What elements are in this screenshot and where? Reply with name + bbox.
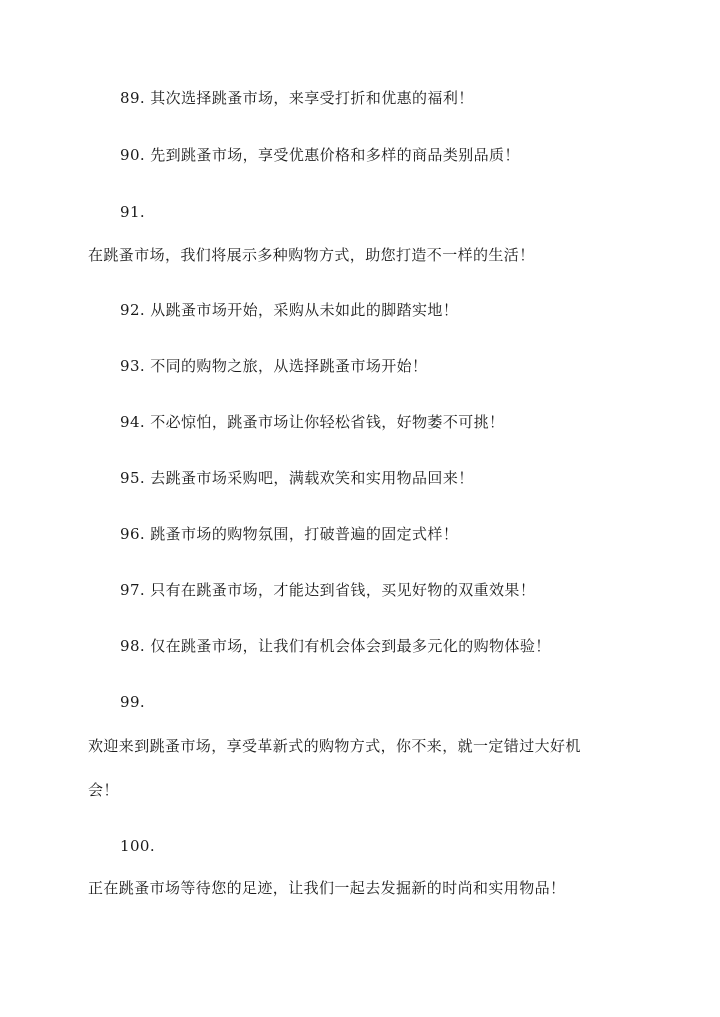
item-number: 96.: [120, 525, 146, 543]
item-number: 90.: [120, 146, 146, 164]
item-number: 100.: [120, 837, 155, 855]
list-item-98: [120, 636, 551, 656]
item-number: 92.: [120, 301, 146, 319]
list-item-91-number: [120, 202, 145, 222]
item-text: 从跳蚤市场开始，采购从未如此的脚踏实地！: [150, 301, 459, 319]
list-item-93: [120, 356, 427, 376]
item-text: 在跳蚤市场，我们将展示多种购物方式，助您打造不一样的生活！: [88, 246, 535, 264]
item-text: 会！: [88, 781, 119, 799]
list-item-94: [120, 412, 504, 432]
list-item-92: [120, 300, 458, 320]
item-text: 跳蚤市场的购物氛围，打破普遍的固定式样！: [150, 525, 459, 543]
item-text: 正在跳蚤市场等待您的足迹，让我们一起去发掘新的时尚和实用物品！: [88, 879, 566, 897]
list-item-91-text: [88, 245, 535, 265]
list-item-99-text-line1: [88, 736, 581, 756]
item-text: 其次选择跳蚤市场，来享受打折和优惠的福利！: [150, 89, 474, 107]
item-number: 97.: [120, 581, 146, 599]
item-number: 95.: [120, 469, 146, 487]
item-number: 89.: [120, 89, 146, 107]
item-text: 只有在跳蚤市场，才能达到省钱，买见好物的双重效果！: [150, 581, 536, 599]
item-number: 99.: [120, 693, 146, 711]
list-item-100-text: [88, 878, 565, 898]
item-number: 94.: [120, 413, 146, 431]
list-item-99-text-line2: [88, 780, 119, 800]
list-item-96: [120, 524, 458, 544]
list-item-99-number: [120, 692, 145, 712]
list-item-97: [120, 580, 535, 600]
list-item-100-number: [120, 836, 155, 856]
item-text: 去跳蚤市场采购吧，满载欢笑和实用物品回来！: [150, 469, 474, 487]
item-text: 仅在跳蚤市场，让我们有机会体会到最多元化的购物体验！: [150, 637, 551, 655]
item-number: 93.: [120, 357, 146, 375]
item-text: 不必惊怕，跳蚤市场让你轻松省钱，好物萎不可挑！: [150, 413, 505, 431]
item-number: 91.: [120, 203, 146, 221]
item-number: 98.: [120, 637, 146, 655]
item-text: 先到跳蚤市场，享受优惠价格和多样的商品类别品质！: [150, 146, 520, 164]
item-text: 不同的购物之旅，从选择跳蚤市场开始！: [150, 357, 428, 375]
list-item-90: [120, 145, 520, 165]
list-item-89: [120, 88, 474, 108]
item-text: 欢迎来到跳蚤市场，享受革新式的购物方式，你不来，就一定错过大好机: [88, 737, 581, 755]
list-item-95: [120, 468, 474, 488]
